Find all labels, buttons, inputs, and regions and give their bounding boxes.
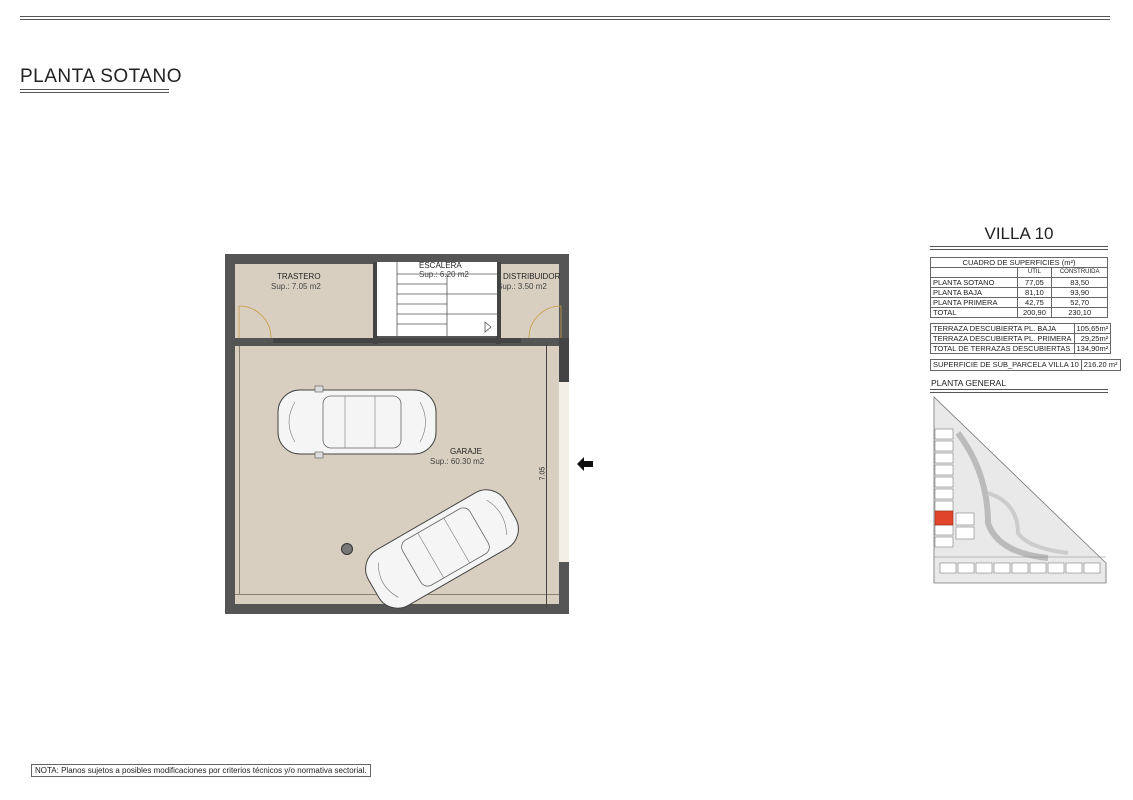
table-row: TOTAL DE TERRAZAS DESCUBIERTAS 134,90m²	[931, 344, 1111, 354]
table-row: TERRAZA DESCUBIERTA PL. BAJA 105,65m²	[931, 324, 1111, 334]
floor-plan	[225, 254, 569, 614]
distribuidor-door	[525, 304, 565, 340]
table-row: PLANTA BAJA 81,10 93,90	[931, 288, 1108, 298]
garage-left-line	[239, 346, 240, 594]
col-construida-header: CONSTRUIDA	[1052, 268, 1108, 278]
trastero-area: Sup.: 7.05 m2	[271, 282, 321, 291]
escalera-area: Sup.: 6.20 m2	[419, 270, 469, 279]
garaje-area: Sup.: 60.30 m2	[430, 457, 485, 466]
villa-title: VILLA 10	[984, 224, 1054, 243]
distribuidor-label: DISTRIBUIDOR	[503, 272, 561, 281]
terraces-table	[930, 323, 1111, 354]
villa-10-highlight	[935, 511, 953, 525]
table-row: PLANTA SOTANO 77,05 83,50	[931, 278, 1108, 288]
table-row: PLANTA PRIMERA 42,75 52,70	[931, 298, 1108, 308]
distribuidor-area: Sup.: 3.50 m2	[497, 282, 547, 291]
disclaimer-note: NOTA: Planos sujetos a posibles modificaciones por criterios técnicos y/o normativa sectorial.	[31, 764, 371, 777]
top-border	[20, 16, 1110, 20]
wall-right-pier	[559, 338, 569, 382]
garage-door-opening	[559, 382, 569, 562]
trastero-door	[235, 304, 275, 340]
trastero-label: TRASTERO	[277, 272, 321, 281]
general-plan-label: PLANTA GENERAL	[931, 378, 1006, 388]
car-top	[275, 382, 440, 462]
surface-table-caption: CUADRO DE SUPERFICIES (m²)	[931, 258, 1108, 268]
entrance-arrow-icon	[577, 457, 593, 471]
site-plan-map	[928, 393, 1110, 585]
garaje-label: GARAJE	[450, 447, 483, 456]
car-angled	[355, 484, 530, 614]
table-row: SUPERFICIE DE SUB_PARCELA VILLA 10 216.20 m²	[931, 360, 1121, 371]
title-underline	[20, 89, 169, 93]
drain-column	[341, 543, 353, 555]
villa-underline	[930, 246, 1108, 250]
wall-horizontal	[273, 338, 521, 343]
page-title: PLANTA SOTANO	[20, 66, 183, 87]
dimension-label: 7.05	[539, 466, 547, 481]
table-row: TOTAL 200,90 230,10	[931, 308, 1108, 318]
table-row: TERRAZA DESCUBIERTA PL. PRIMERA 29,25m²	[931, 334, 1111, 344]
escalera-label: ESCALERA	[419, 261, 462, 270]
col-util-header: UTIL	[1017, 268, 1052, 278]
surface-table	[930, 257, 1108, 318]
parcel-table	[930, 359, 1121, 371]
